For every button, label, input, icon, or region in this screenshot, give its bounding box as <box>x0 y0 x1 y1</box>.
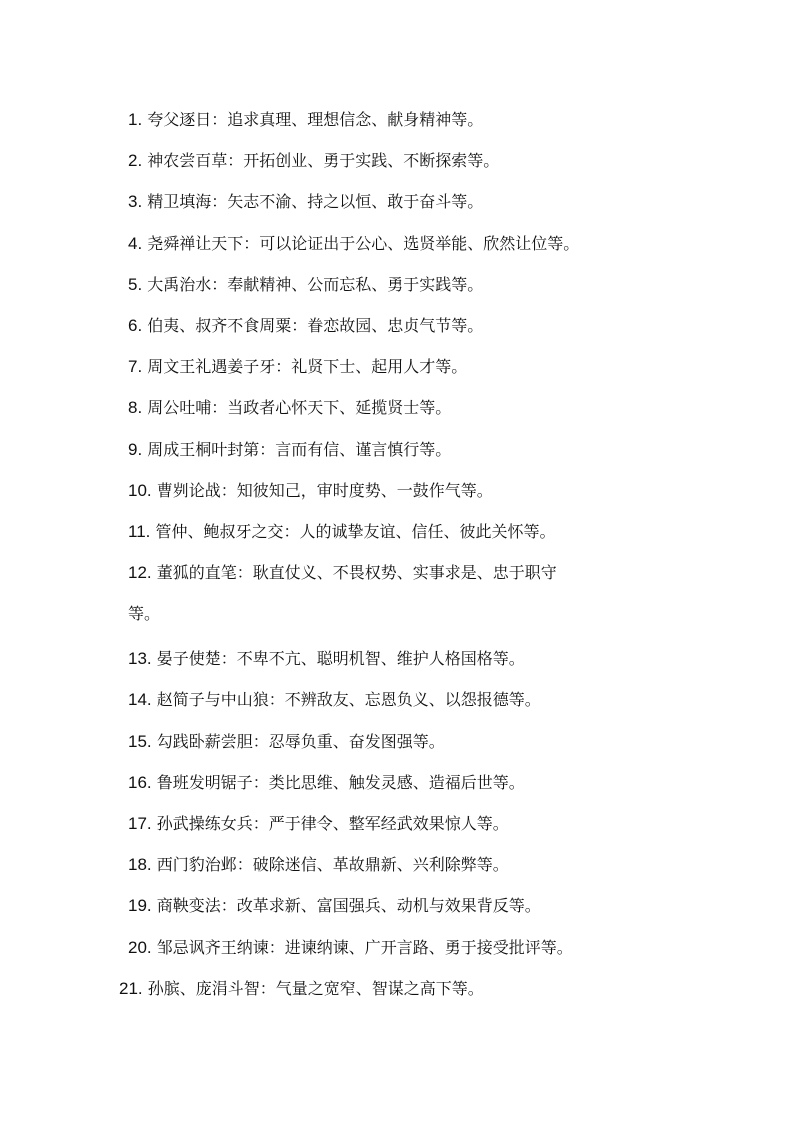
item-text: 勾践卧薪尝胆：忍辱负重、奋发图强等。 <box>156 732 445 751</box>
list-item <box>128 481 493 501</box>
item-number: 9. <box>128 440 143 459</box>
item-number: 3. <box>128 192 143 211</box>
item-text: 曹刿论战：知彼知己，审时度势、一鼓作气等。 <box>156 481 493 500</box>
item-number: 19. <box>128 896 152 915</box>
item-text: 管仲、鲍叔牙之交：人的诚挚友谊、信任、彼此关怀等。 <box>155 522 556 541</box>
list-item <box>128 398 451 418</box>
item-text: 周公吐哺：当政者心怀天下、延揽贤士等。 <box>147 398 452 417</box>
item-number: 11. <box>128 522 151 541</box>
item-number: 14. <box>128 690 152 709</box>
item-text: 孙武操练女兵：严于律令、整军经武效果惊人等。 <box>156 814 509 833</box>
item-number: 13. <box>128 649 152 668</box>
list-item <box>119 979 484 999</box>
item-text: 精卫填海：矢志不渝、持之以恒、敢于奋斗等。 <box>147 192 484 211</box>
item-number: 8. <box>128 398 143 417</box>
item-text: 鲁班发明锯子：类比思维、触发灵感、造福后世等。 <box>156 773 525 792</box>
item-number: 5. <box>128 275 143 294</box>
item-text: 董狐的直笔：耿直仗义、不畏权势、实事求是、忠于职守 <box>156 563 557 582</box>
list-item <box>128 855 509 875</box>
item-text: 神农尝百草：开拓创业、勇于实践、不断探索等。 <box>147 151 500 170</box>
list-item <box>128 110 483 130</box>
item-text: 周文王礼遇姜子牙：礼贤下士、起用人才等。 <box>147 357 468 376</box>
list-item <box>128 234 579 254</box>
item-text: 大禹治水：奉献精神、公而忘私、勇于实践等。 <box>147 275 484 294</box>
list-item <box>128 732 445 752</box>
list-item <box>128 440 451 460</box>
item-number: 18. <box>128 855 152 874</box>
list-item <box>128 563 557 583</box>
item-number: 12. <box>128 563 152 582</box>
list-item <box>128 896 541 916</box>
item-number: 10. <box>128 481 152 500</box>
list-item <box>128 316 483 336</box>
item-text: 伯夷、叔齐不食周粟：眷恋故园、忠贞气节等。 <box>147 316 484 335</box>
list-item <box>128 357 467 377</box>
item-text: 商鞅变法：改革求新、富国强兵、动机与效果背反等。 <box>156 896 541 915</box>
item-number: 6. <box>128 316 143 335</box>
item-number: 2. <box>128 151 143 170</box>
list-item <box>128 814 509 834</box>
item-number: 20. <box>128 938 152 957</box>
item-text: 西门豹治邺：破除迷信、革故鼎新、兴利除弊等。 <box>156 855 509 874</box>
list-item <box>128 192 483 212</box>
item-number: 7. <box>128 357 143 376</box>
list-item <box>128 522 555 542</box>
item-number: 15. <box>128 732 152 751</box>
item-text: 夸父逐日：追求真理、理想信念、献身精神等。 <box>147 110 484 129</box>
item-text: 孙膑、庞涓斗智：气量之宽窄、智谋之高下等。 <box>147 979 484 998</box>
list-item <box>128 938 573 958</box>
item-number: 4. <box>128 234 143 253</box>
item-text: 周成王桐叶封第：言而有信、谨言慎行等。 <box>147 440 452 459</box>
list-item <box>128 151 499 171</box>
item-text: 尧舜禅让天下：可以论证出于公心、选贤举能、欣然让位等。 <box>147 234 580 253</box>
item-text: 晏子使楚：不卑不亢、聪明机智、维护人格国格等。 <box>156 649 525 668</box>
item-number: 21. <box>119 979 143 998</box>
item-text-continuation: 等。 <box>128 604 161 623</box>
list-item <box>128 649 525 669</box>
list-item <box>128 690 541 710</box>
item-number: 16. <box>128 773 152 792</box>
item-text: 邹忌讽齐王纳谏：进谏纳谏、广开言路、勇于接受批评等。 <box>156 938 573 957</box>
list-item <box>128 275 483 295</box>
item-number: 1. <box>128 110 143 129</box>
item-text: 赵简子与中山狼：不辨敌友、忘恩负义、以怨报德等。 <box>156 690 541 709</box>
list-item <box>128 773 525 793</box>
item-number: 17. <box>128 814 152 833</box>
